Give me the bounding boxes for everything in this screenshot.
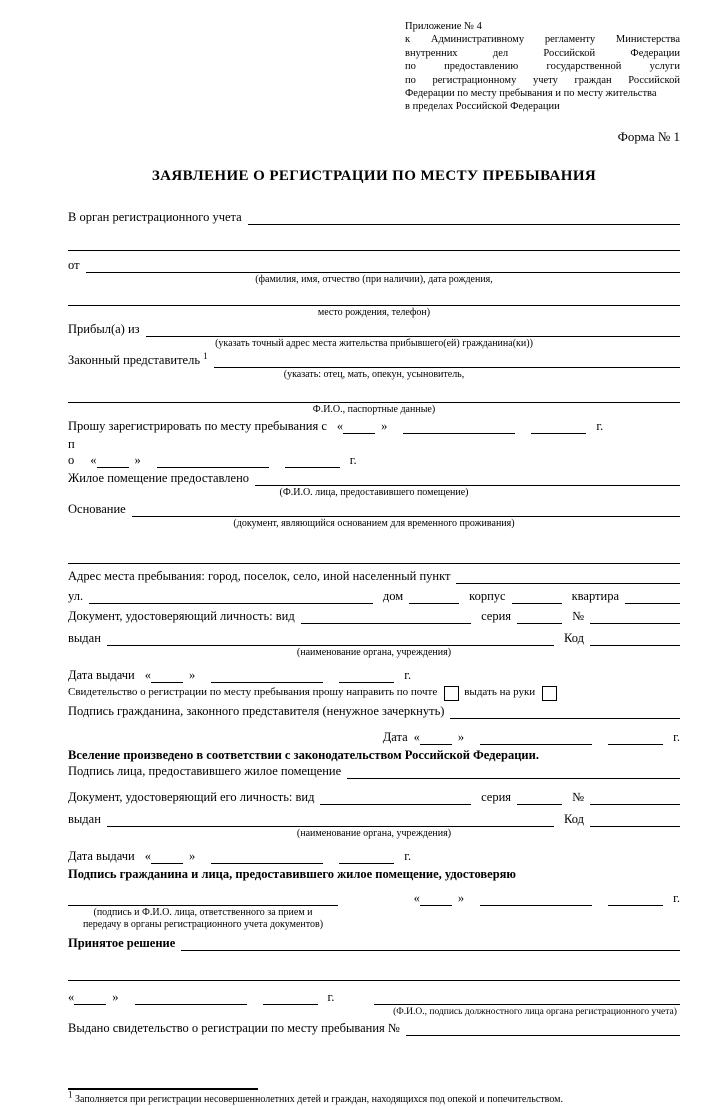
field-provider-identity-doc (68, 789, 680, 805)
issuer-caption: (наименование органа, учреждения) (296, 827, 452, 839)
certify-statement (68, 866, 680, 882)
house-blank-line (409, 588, 459, 604)
appendix-label: Приложение № 4 (405, 21, 482, 32)
field-authority-cont (68, 235, 680, 251)
field-identity-doc (68, 608, 680, 624)
code-blank-line (590, 630, 680, 646)
field-decision-date (68, 989, 680, 1005)
applicant-blank-line (86, 257, 680, 273)
birthplace-caption: место рождения, телефон) (317, 306, 431, 318)
date-label: Дата (382, 729, 408, 744)
issued-label: выдан (68, 630, 101, 645)
year-blank-line (339, 667, 394, 683)
regulation-line: к Административному регламенту Министерства (405, 34, 680, 46)
legal-rep-caption1: (указать: отец, мать, опекун, усыновитель, (283, 368, 465, 380)
year-abbr: г. (327, 989, 335, 1004)
number-label: № (572, 789, 584, 804)
regulation-line: внутренних дел Российской Федерации (405, 47, 680, 59)
day-blank-line (420, 729, 452, 745)
footnote-mark: 1 (203, 350, 208, 361)
year-blank-line (531, 418, 586, 434)
code-label: Код (564, 630, 584, 645)
certificate-number-blank-line (406, 1020, 680, 1036)
issuer-blank-line (107, 811, 554, 827)
basis-caption: (документ, являющийся основанием для временного проживания) (233, 517, 515, 529)
month-blank-line (480, 890, 592, 906)
field-issue-date (68, 667, 680, 683)
certify-text: Подпись гражданина и лица, предоставившего жилое помещение, удостоверяю (68, 866, 516, 881)
quote-open: « (68, 989, 75, 1004)
street-label: ул. (68, 588, 84, 603)
year-abbr: г. (673, 729, 680, 744)
field-legal-representative (68, 352, 680, 368)
certificate-issued-label: Выдано свидетельство о регистрации по месту пребывания № (68, 1020, 400, 1035)
fragment-o: о (68, 452, 75, 467)
field-decision (68, 935, 680, 951)
quote-open: « (413, 729, 420, 744)
legal-rep-label: Законный представитель $^1$ (68, 350, 208, 367)
field-certificate-delivery (68, 685, 680, 701)
quote-open: « (144, 667, 151, 682)
number-label: № (572, 608, 584, 623)
quote-close: » (188, 667, 196, 682)
move-in-statement (68, 747, 680, 763)
separator-blank-line (68, 548, 680, 564)
decision-blank-row (68, 965, 680, 981)
legal-rep-caption2: Ф.И.О., паспортные данные) (312, 403, 436, 415)
month-blank-line (135, 989, 247, 1005)
legal-rep-blank-line2 (68, 387, 680, 403)
provider-signature-blank-line (347, 763, 680, 779)
blank-line (68, 965, 680, 981)
month-blank-line (211, 667, 323, 683)
official-caption-1: (подпись и Ф.И.О. лица, ответственного за прием и (93, 906, 313, 918)
basis-blank-line (132, 501, 680, 517)
arrived-caption: (указать точный адрес места жительства прибывшего(ей) гражданина(ки)) (215, 337, 533, 349)
day-blank-line (97, 452, 129, 468)
field-official-signature (68, 890, 680, 931)
field-legal-rep-cont (68, 387, 680, 403)
applicant-blank-line2 (68, 290, 680, 306)
wrap-fragment-p (68, 436, 680, 452)
quote-close: » (457, 729, 465, 744)
year-blank-line (608, 890, 663, 906)
id-doc-label: Документ, удостоверяющий личность: вид (68, 608, 295, 623)
official-caption-2: передачу в органы регистрационного учета документов) (82, 918, 324, 930)
decision-label: Принятое решение (68, 935, 176, 950)
series-label: серия (481, 608, 512, 623)
dwelling-caption: (Ф.И.О. лица, предоставившего помещение) (279, 486, 469, 498)
legal-rep-blank-line (214, 352, 680, 368)
day-blank-line (343, 418, 375, 434)
building-label: корпус (469, 588, 506, 603)
quote-close: » (134, 452, 141, 467)
quote-close: » (381, 418, 388, 433)
quote-open: « (144, 848, 151, 863)
year-abbr: г. (349, 452, 357, 467)
regulation-line: по регистрационному учету граждан Российской (405, 74, 680, 86)
arrived-blank-line (146, 321, 680, 337)
year-abbr: г. (596, 418, 604, 433)
move-in-text: Вселение произведено в соответствии с законодательством Российской Федерации. (68, 747, 539, 762)
address-blank-line (456, 568, 680, 584)
building-blank-line (512, 588, 562, 604)
footnote-mark: 1 (68, 1089, 73, 1100)
field-provider-issued-by (68, 811, 680, 827)
year-blank-line (339, 848, 394, 864)
year-blank-line (608, 729, 663, 745)
official-sign-caption-row (68, 1006, 680, 1018)
quote-open: « (90, 452, 97, 467)
field-street (68, 588, 680, 604)
his-id-doc-label: Документ, удостоверяющий его личность: вид (68, 789, 315, 804)
code-label: Код (564, 811, 584, 826)
authority-label: В орган регистрационного учета (68, 209, 242, 224)
official-sign-blank-line (374, 989, 680, 1005)
field-applicant-signature (68, 703, 680, 719)
authority-blank-line2 (68, 235, 680, 251)
issue-date-label: Дата выдачи (68, 667, 135, 682)
decision-blank-line (181, 935, 680, 951)
form-title: ЗАЯВЛЕНИЕ О РЕГИСТРАЦИИ ПО МЕСТУ ПРЕБЫВАНИЯ (151, 167, 597, 184)
field-register-to-date (68, 452, 680, 468)
request-label: Прошу зарегистрировать по месту пребывания с (68, 418, 327, 433)
delivery-by-mail-label: Свидетельство о регистрации по месту пребывания прошу направить по почте (68, 685, 438, 698)
regulation-line: по предоставлению государственной услуги (405, 61, 680, 73)
footnote (68, 1089, 680, 1106)
quote-open: « (336, 418, 344, 433)
field-authority (68, 209, 680, 225)
address-label: Адрес места пребывания: город, поселок, село, иной населенный пункт (68, 568, 451, 583)
doc-type-blank-line (301, 608, 471, 624)
field-certificate-issued (68, 1020, 680, 1036)
authority-blank-line (248, 209, 680, 225)
official-signature-blank-line (68, 890, 338, 906)
regulation-line: Федерации по месту пребывания и по месту жительства (405, 88, 657, 100)
dwelling-label: Жилое помещение предоставлено (68, 470, 250, 485)
footnote-divider (68, 1088, 258, 1090)
field-issued-by (68, 630, 680, 646)
series-blank-line (517, 789, 562, 805)
day-blank-line (74, 989, 106, 1005)
month-blank-line (211, 848, 323, 864)
form-number: Форма № 1 (617, 128, 680, 144)
series-blank-line (517, 608, 562, 624)
number-blank-line (590, 789, 680, 805)
issuer-blank-line (107, 630, 554, 646)
signature-blank-line (450, 703, 680, 719)
checkbox-mail[interactable] (444, 686, 459, 701)
doc-type-blank-line (320, 789, 471, 805)
hand-out-label: выдать на руки (464, 685, 536, 698)
field-applicant (68, 257, 680, 273)
basis-label: Основание (68, 501, 126, 516)
applicant-caption: (фамилия, имя, отчество (при наличии), дата рождения, (255, 273, 493, 285)
field-basis (68, 501, 680, 517)
field-register-from-date (68, 418, 680, 434)
field-provider-signature (68, 763, 680, 779)
dwelling-blank-line (255, 470, 680, 486)
field-provider-issue-date (68, 848, 680, 864)
year-blank-line (263, 989, 318, 1005)
applicant-signature-label: Подпись гражданина, законного представителя (ненужное зачеркнуть) (68, 703, 445, 718)
apartment-blank-line (625, 588, 680, 604)
regulation-header (405, 20, 680, 114)
official-signature-block (68, 890, 338, 931)
day-blank-line (151, 848, 183, 864)
footnote-text: Заполняется при регистрации несовершеннолетних детей и граждан, находящихся под опекой и попечительством. (75, 1093, 563, 1105)
issue-date-label: Дата выдачи (68, 848, 135, 863)
house-label: дом (382, 588, 404, 603)
month-blank-line (157, 452, 269, 468)
arrived-label: Прибыл(а) из (68, 321, 140, 336)
day-blank-line (420, 890, 452, 906)
code-blank-line (590, 811, 680, 827)
field-applicant-cont (68, 290, 680, 306)
year-blank-line (285, 452, 340, 468)
quote-close: » (188, 848, 196, 863)
quote-close: » (457, 890, 465, 905)
from-label: от (68, 257, 80, 272)
field-stay-address (68, 568, 680, 584)
provider-signature-label: Подпись лица, предоставившего жилое помещение (68, 763, 342, 778)
issuer-caption: (наименование органа, учреждения) (296, 646, 452, 658)
month-blank-line (480, 729, 592, 745)
blank-line (68, 548, 680, 564)
quote-open: « (413, 890, 420, 905)
field-dwelling-provided (68, 470, 680, 486)
series-label: серия (481, 789, 512, 804)
year-abbr: г. (404, 667, 412, 682)
quote-close: » (112, 989, 119, 1004)
number-blank-line (590, 608, 680, 624)
checkbox-hand[interactable] (542, 686, 557, 701)
street-blank-line (89, 588, 373, 604)
field-arrived-from (68, 321, 680, 337)
fragment-p: п (68, 436, 75, 451)
field-date-right (68, 729, 680, 745)
issued-label: выдан (68, 811, 101, 826)
day-blank-line (151, 667, 183, 683)
apartment-label: квартира (571, 588, 619, 603)
month-blank-line (403, 418, 515, 434)
year-abbr: г. (673, 890, 680, 905)
official-sign-caption: (Ф.И.О., подпись должностного лица органа регистрационного учета) (393, 1006, 677, 1017)
regulation-line: в пределах Российской Федерации (405, 101, 560, 113)
year-abbr: г. (404, 848, 412, 863)
